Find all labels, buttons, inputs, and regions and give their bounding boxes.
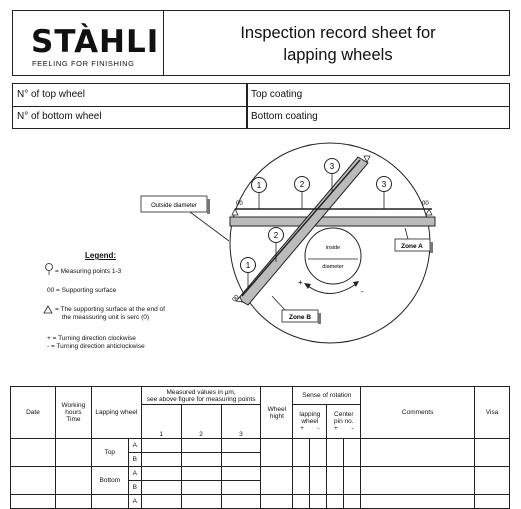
col-lapping-sense: lapping wheel + - [293,405,327,439]
support-triangle-icon [232,209,238,215]
zone-b-label: Zone B [288,314,312,321]
horizontal-measuring-bar [230,217,435,226]
measuring-point-marker [295,177,310,210]
col-wheel-height: Wheel hight [261,387,293,439]
row-a-label: A [128,495,141,509]
inside-label-2: diameter [322,264,344,270]
support-label-left: 00 [236,201,243,207]
col-point-1: 1 [141,405,181,439]
col-point-3: 3 [221,405,261,439]
legend [15,252,215,352]
support-triangle-icon [426,209,432,215]
legend-title: Legend: [85,251,117,260]
table-row [11,495,510,509]
svg-text:2: 2 [273,231,279,240]
rotation-minus: - [361,287,364,296]
record-table [10,386,510,509]
rotation-arrow-icon [308,284,356,294]
row-b-label: B [128,453,141,467]
legend-end-1: = The supporting surface at the end of [55,306,165,313]
svg-text:3: 3 [381,180,387,189]
col-hours: Working hours Time [55,387,91,439]
box-shadow [207,199,210,214]
brand-logo: STÀHLI [31,24,160,60]
legend-surface: 00 = Supporting surface [47,287,117,294]
table-row [11,439,510,453]
col-point-2: 2 [181,405,221,439]
row-top-label: Top [91,439,128,467]
col-date: Date [11,387,56,439]
row-bottom-label: Bottom [91,467,128,495]
rotation-plus: + [298,278,303,287]
measuring-point-marker [252,178,267,210]
col-comments: Comments [361,387,475,439]
legend-acw: - = Turning direction anticlockwise [47,343,145,350]
support-label-right: 00 [422,201,429,207]
outside-diameter-label: Outside diameter [151,203,197,209]
svg-text:1: 1 [256,181,262,190]
bottom-coating-field[interactable]: Bottom coating [251,111,318,122]
measuring-point-marker [377,177,392,210]
legend-end-2: the meassuring unit is serc (0) [62,314,150,321]
legend-cw: + = Turning direction clockwise [47,335,136,342]
bottom-wheel-field[interactable]: N° of bottom wheel [17,111,102,122]
table-row [11,467,510,481]
col-center-pin: Center pin no. + - [327,405,361,439]
legend-measuring: = Measuring points 1-3 [55,268,122,275]
title-line-1: Inspection record sheet for [240,24,436,42]
inside-diameter-circle [305,228,361,284]
col-sense: Sense of rotation [293,387,361,405]
brand-tagline: FEELING FOR FINISHING [32,59,135,68]
top-wheel-field[interactable]: N° of top wheel [17,89,85,100]
row-a-label: A [128,439,141,453]
svg-text:3: 3 [329,162,335,171]
svg-text:1: 1 [245,261,251,270]
title-line-2: lapping wheels [283,46,393,64]
col-visa: Visa [474,387,509,439]
row-a-label: A [128,467,141,481]
outside-diameter-pointer [190,212,229,241]
support-label-bottom: 00 [231,294,241,304]
svg-text:2: 2 [299,180,305,189]
col-lapping-wheel: Lapping wheel [91,387,141,439]
zone-a-label: Zone A [401,243,423,250]
row-b-label: B [128,481,141,495]
inside-label-1: inside [325,245,341,251]
col-measured: Measured values in µm, see above figure for measuring points [141,387,261,405]
top-coating-field[interactable]: Top coating [251,89,303,100]
